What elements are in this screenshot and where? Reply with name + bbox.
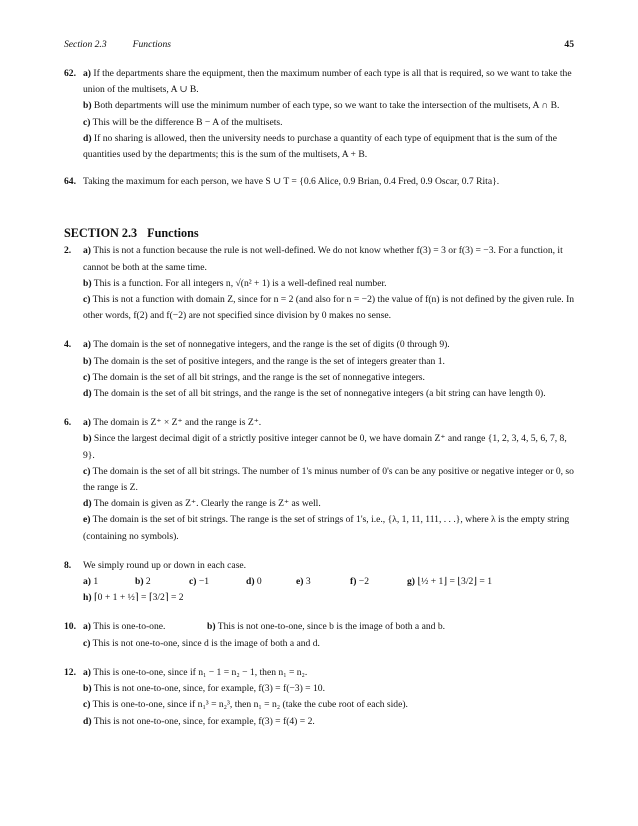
problem-6: [64, 415, 578, 545]
answer-cell: g) ⌊½ + 1⌋ = ⌊3/2⌋ = 1: [407, 576, 493, 588]
section-heading: [64, 223, 578, 243]
answer-part: a) The domain is the set of nonnegative integers, and the range is the set of digits (0 through 9).: [83, 339, 450, 351]
problem-number: 2.: [64, 245, 72, 257]
answer-part: b) This is not one-to-one, since, for example, f(3) = f(−3) = 10.: [83, 683, 325, 695]
answer-part: a) If the departments share the equipment, then the maximum number of each type is all that is required, so we want to take the union of the multisets, A ∪ B.: [83, 68, 572, 96]
answer-cell: d) 0: [246, 576, 262, 588]
answer-part: a) This is one-to-one, since if n₁ − 1 = n₂ − 1, then n₁ = n₂.: [83, 666, 308, 678]
section-title: Functions: [147, 226, 199, 241]
answer-cell: b) This is not one-to-one, since b is the image of both a and b.: [207, 621, 446, 633]
running-head-section: Section 2.3: [64, 39, 107, 50]
answer-row: [83, 574, 578, 590]
answer-part: d) This is not one-to-one, since, for example, f(3) = f(4) = 2.: [83, 715, 315, 727]
answer-part: a) The domain is Z⁺ × Z⁺ and the range is Z⁺.: [83, 417, 262, 429]
answer-part: c) This is one-to-one, since if n₁³ = n₂³, then n₁ = n₂ (take the cube root of each side).: [83, 699, 408, 711]
answer-part: c) The domain is the set of all bit strings, and the range is the set of nonnegative integers.: [83, 371, 425, 383]
answer-part: d) If no sharing is allowed, then the university needs to purchase a quantity of each type of equipment that is the sum of the quantities used by the departments; this is the sum of the multisets, A + B.: [83, 132, 557, 161]
problem-4: [64, 337, 578, 402]
answer-cell: b) 2: [135, 576, 151, 588]
problem-number: 64.: [64, 176, 76, 188]
problem-10: [64, 619, 578, 651]
page-number: 45: [564, 39, 574, 50]
problem-2: [64, 243, 578, 324]
running-head: [64, 37, 574, 53]
answer-part: d) The domain is the set of all bit strings, and the range is the set of nonnegative integers (a bit string can have length 0).: [83, 388, 546, 400]
answer-part: a) This is not a function because the rule is not well-defined. We do not know whether f(3) = 3 or f(3) = −3. For a function, it cannot be both at the same time.: [83, 245, 563, 273]
answer-row: [83, 619, 578, 635]
answer-part: e) The domain is the set of bit strings. The range is the set of strings of 1's, i.e., {λ, 1, 11, 111, . . .}, where λ is the empty string (containing no symbols).: [83, 514, 570, 542]
problem-number: 10.: [64, 621, 76, 633]
answer-part: c) This will be the difference B − A of the multisets.: [83, 116, 283, 128]
problem-number: 12.: [64, 666, 76, 678]
page-content: [64, 66, 578, 730]
answer-part: b) This is a function. For all integers n, √(n² + 1) is a well-defined real number.: [83, 277, 387, 289]
answer-cell: a) This is one-to-one.: [83, 621, 166, 633]
answer-part: c) This is not a function with domain Z, since for n = 2 (and also for n = −2) the value of f(n) is not defined by the given rule. In other words, f(2) and f(−2) are not specified since division by 0 makes no sense.: [83, 294, 575, 322]
answer-part: h) ⌈0 + 1 + ½⌉ = ⌈3/2⌉ = 2: [83, 592, 184, 604]
answer-cell: a) 1: [83, 576, 99, 588]
problem-12: [64, 665, 578, 730]
answer-part: d) The domain is given as Z⁺. Clearly the range is Z⁺ as well.: [83, 498, 321, 510]
problem-64: [64, 174, 578, 190]
section-label: SECTION 2.3: [64, 226, 138, 241]
problem-number: 8.: [64, 559, 72, 571]
answer-part: b) Since the largest decimal digit of a strictly positive integer cannot be 0, we have domain Z⁺ and range {1, 2, 3, 4, 5, 6, 7, 8, 9}.: [83, 433, 567, 461]
answer-part: b) Both departments will use the minimum number of each type, so we want to take the intersection of the multisets, A ∩ B.: [83, 100, 560, 112]
problem-number: 62.: [64, 68, 76, 79]
answer-part: c) This is not one-to-one, since d is the image of both a and d.: [83, 637, 320, 649]
answer-part: b) The domain is the set of positive integers, and the range is the set of integers greater than 1.: [83, 355, 445, 367]
problem-number: 6.: [64, 417, 72, 429]
answer-cell: f) −2: [350, 576, 369, 588]
running-head-title: Functions: [132, 39, 172, 50]
answer-part: c) The domain is the set of all bit strings. The number of 1's minus number of 0's can be any positive or negative integer or 0, so the range is Z.: [83, 465, 574, 494]
problem-8: [64, 558, 578, 607]
answer-intro: We simply round up or down in each case.: [83, 559, 247, 571]
problem-62: [64, 66, 578, 163]
answer-cell: c) −1: [189, 576, 210, 588]
answer-part: Taking the maximum for each person, we have S ∪ T = {0.6 Alice, 0.9 Brian, 0.4 Fred, 0.9 Oscar, 0.7 Rita}.: [83, 176, 500, 188]
answer-cell: e) 3: [296, 576, 311, 588]
running-head-left: [64, 37, 171, 53]
problem-number: 4.: [64, 339, 72, 351]
